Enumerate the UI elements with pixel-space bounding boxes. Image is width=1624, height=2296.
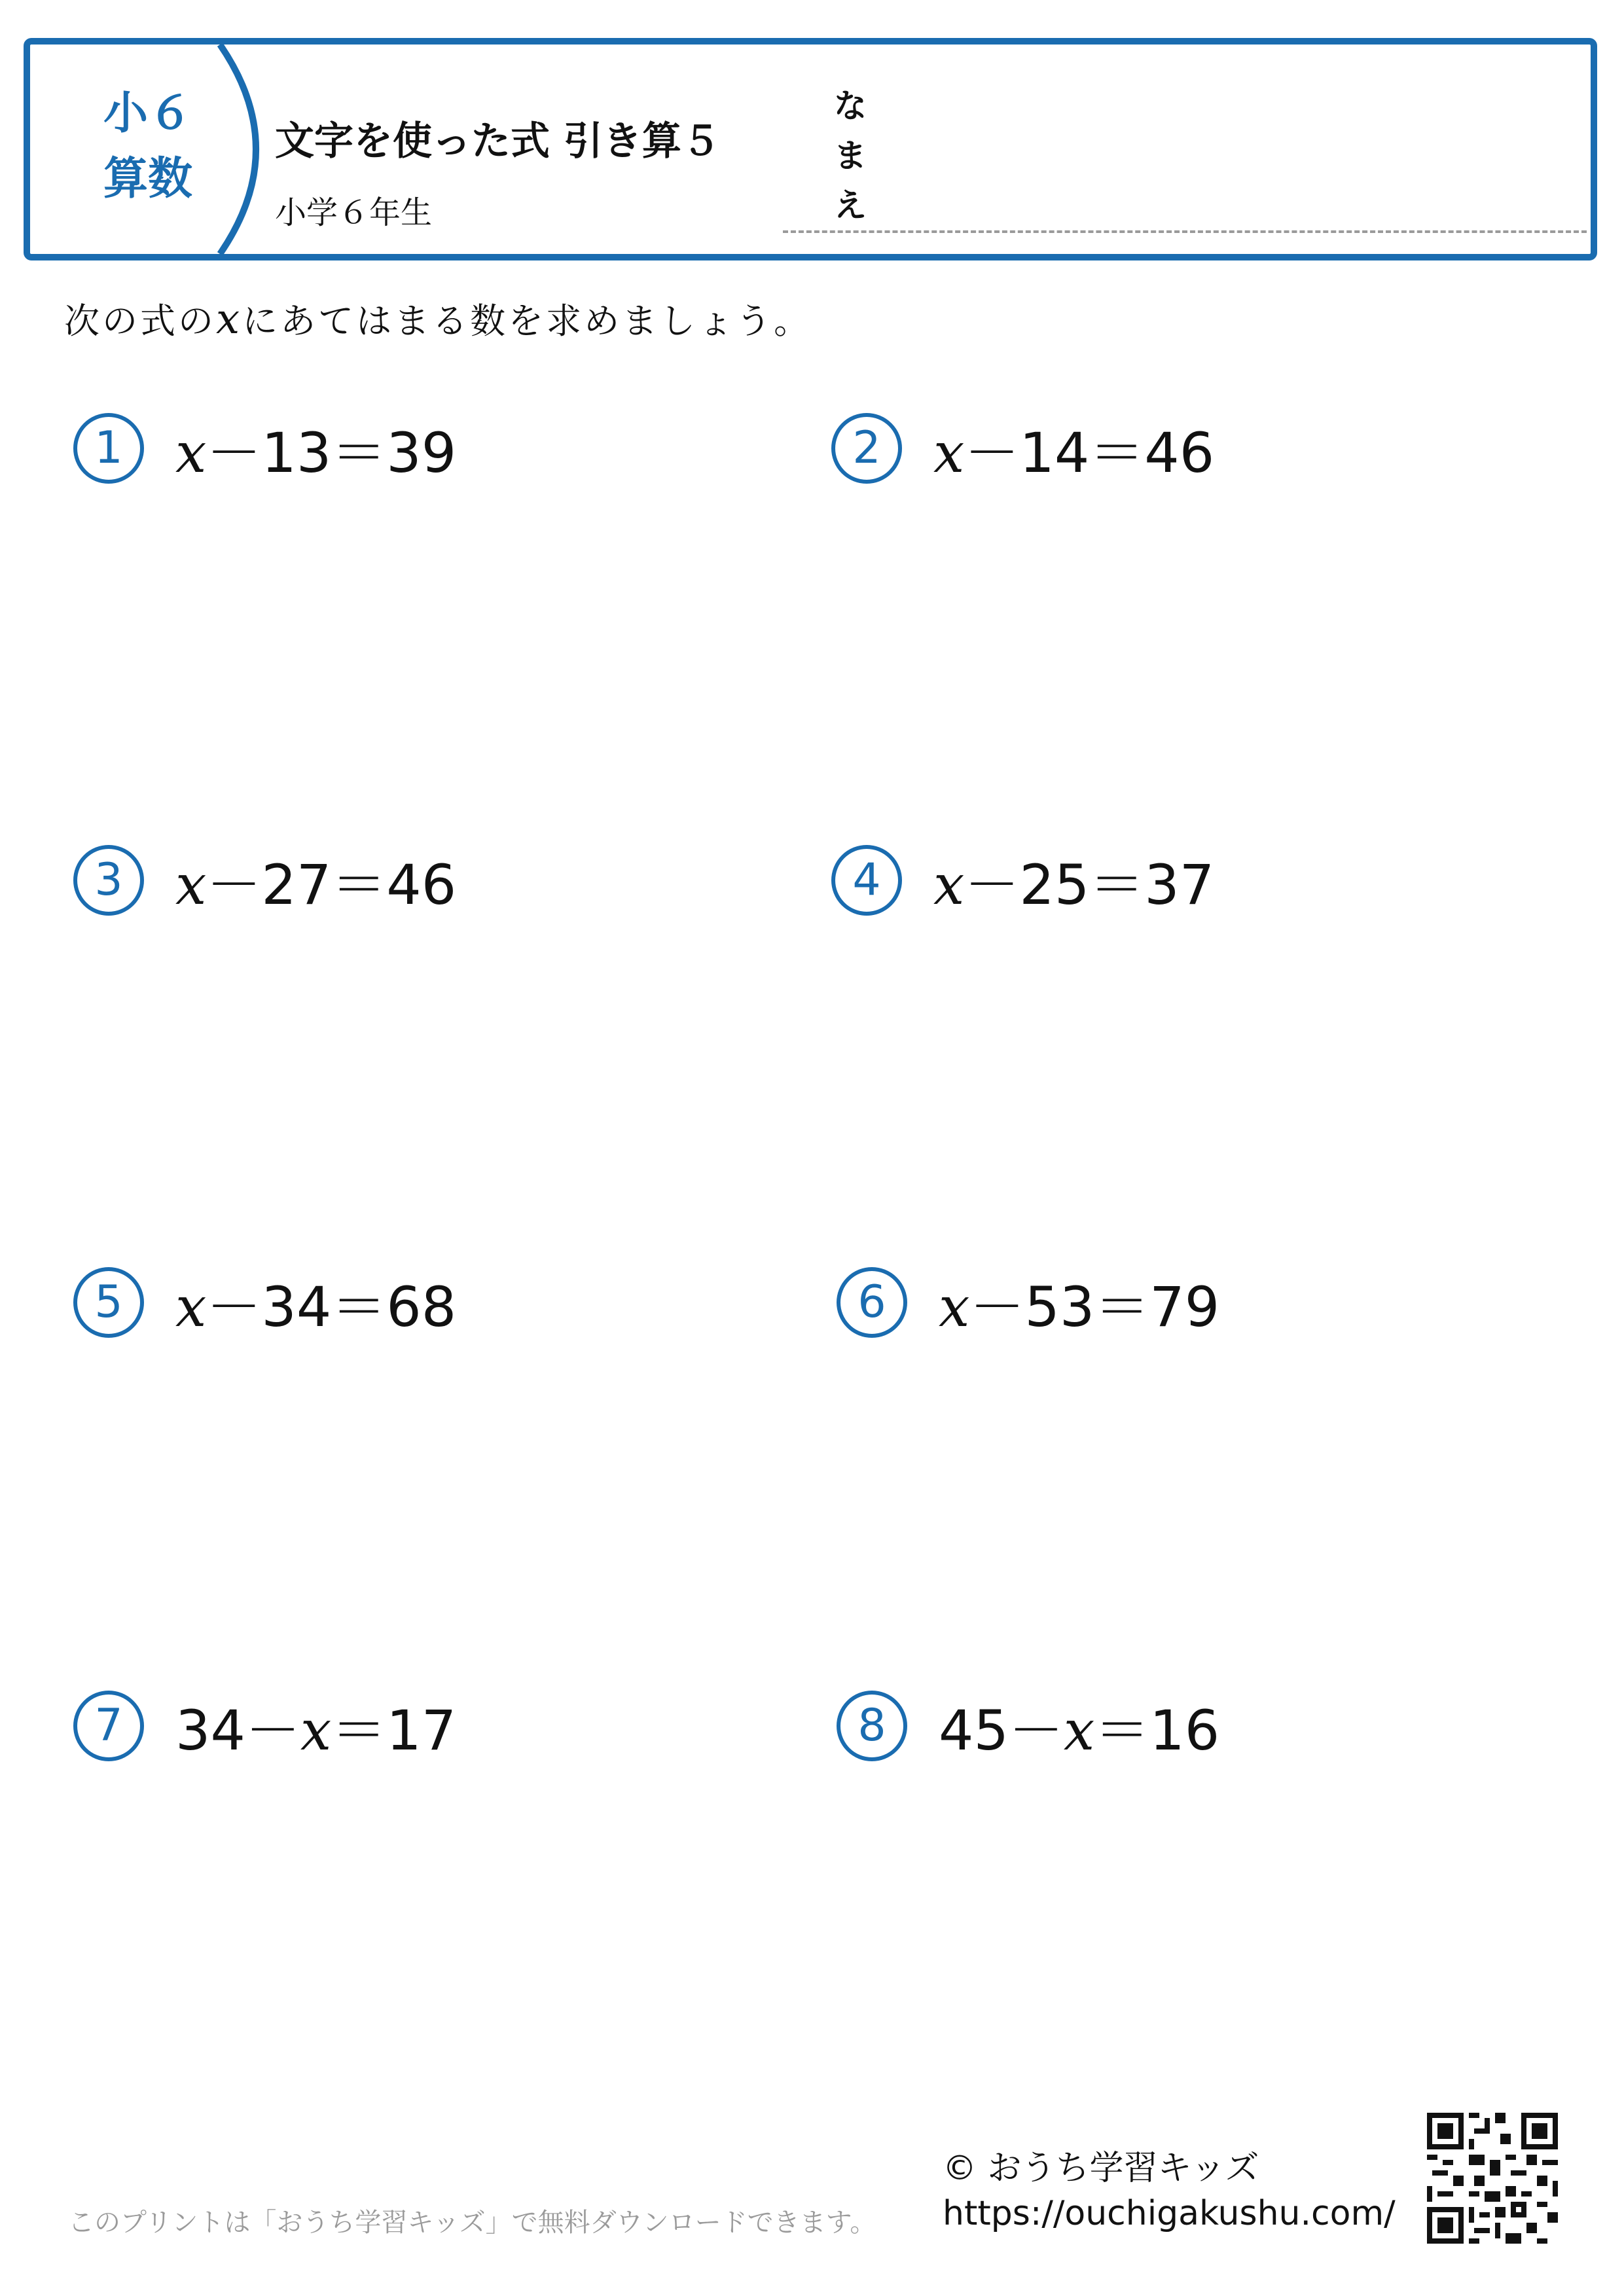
equation-variable: x <box>175 852 207 917</box>
equation <box>175 1687 456 1766</box>
page-title: 文字を使った式 引き算５ <box>275 118 721 164</box>
equation <box>933 409 1214 488</box>
equation <box>939 1687 1219 1766</box>
equation-right: －25＝37 <box>964 852 1215 917</box>
equation <box>939 1263 1219 1342</box>
site-url-link[interactable]: https://ouchigakushu.com/ <box>943 2194 1396 2233</box>
equation <box>175 841 456 920</box>
problem-8 <box>837 1690 1219 1762</box>
problem-number-badge: 3 <box>73 845 144 916</box>
name-char: ま <box>834 137 867 175</box>
copyright-text: © おうち学習キッズ <box>943 2149 1259 2188</box>
problem-number-badge: 2 <box>831 413 902 484</box>
equation-right: －14＝46 <box>964 420 1215 485</box>
equation <box>175 409 456 488</box>
equation-variable: x <box>175 1274 207 1339</box>
equation-variable: x <box>933 852 965 917</box>
problem-number-badge: 1 <box>73 413 144 484</box>
equation-left: 34－ <box>175 1698 300 1763</box>
equation-right: －27＝46 <box>206 852 457 917</box>
name-label <box>827 81 873 230</box>
problem-6 <box>837 1266 1219 1338</box>
equation <box>175 1263 456 1342</box>
problem-3 <box>73 844 456 916</box>
equation-right: ＝16 <box>1094 1698 1220 1763</box>
equation-left: 45－ <box>939 1698 1064 1763</box>
problem-2 <box>831 412 1214 484</box>
qr-code-icon <box>1427 2113 1558 2244</box>
equation-variable: x <box>300 1698 332 1763</box>
subject-label: 算数 <box>103 153 192 205</box>
problem-number-badge: 8 <box>837 1691 907 1761</box>
name-write-line[interactable] <box>783 230 1587 233</box>
problem-number-badge: 5 <box>73 1267 144 1338</box>
instruction-variable: x <box>216 295 243 344</box>
footer-note: このプリントは「おうち学習キッズ」で無料ダウンロードできます。 <box>68 2208 876 2238</box>
equation <box>933 841 1214 920</box>
equation-right: ＝17 <box>331 1698 457 1763</box>
instruction-after: にあてはまる数を求めましょう。 <box>242 300 812 342</box>
problem-7 <box>73 1690 456 1762</box>
problem-number-badge: 6 <box>837 1267 907 1338</box>
equation-variable: x <box>1063 1698 1095 1763</box>
worksheet-header <box>24 38 1597 260</box>
page-subtitle: 小学６年生 <box>275 194 433 231</box>
equation-variable: x <box>939 1274 970 1339</box>
equation-variable: x <box>175 420 207 485</box>
instruction-before: 次の式の <box>64 300 216 342</box>
problem-5 <box>73 1266 456 1338</box>
equation-variable: x <box>933 420 965 485</box>
equation-right: －13＝39 <box>206 420 457 485</box>
name-char: え <box>834 187 867 224</box>
problem-1 <box>73 412 456 484</box>
grade-badge <box>50 81 246 212</box>
equation-right: －53＝79 <box>969 1274 1220 1339</box>
equation-right: －34＝68 <box>206 1274 457 1339</box>
problem-4 <box>831 844 1214 916</box>
name-char: な <box>834 87 867 125</box>
grade-label: 小６ <box>103 88 192 139</box>
problem-number-badge: 7 <box>73 1691 144 1761</box>
problem-number-badge: 4 <box>831 845 902 916</box>
instruction-text <box>64 293 812 344</box>
